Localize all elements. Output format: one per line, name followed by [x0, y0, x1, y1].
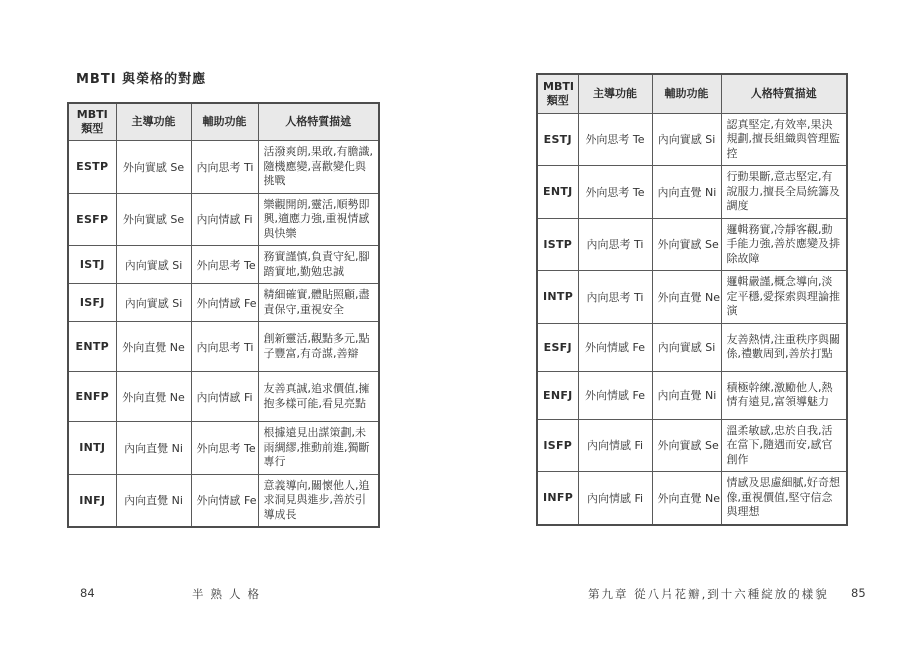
dominant-function: 外向直覺 Ne — [116, 322, 191, 372]
mbti-type: INTJ — [68, 422, 116, 475]
page-number-right: 85 — [851, 586, 866, 600]
personality-description: 根據遠見出謀策劃,未雨綢繆,推動前進,獨斷專行 — [258, 422, 379, 475]
dominant-function: 內向思考 Ti — [578, 218, 652, 271]
col-header-personality-description: 人格特質描述 — [721, 74, 847, 113]
dominant-function: 外向實感 Se — [116, 141, 191, 194]
page-number-left: 84 — [80, 586, 95, 600]
mbti-type: ENFP — [68, 372, 116, 422]
page-right — [459, 0, 917, 650]
auxiliary-function: 內向實感 Si — [652, 113, 721, 166]
col-header-auxiliary-function: 輔助功能 — [191, 103, 258, 141]
table-row-estp — [68, 141, 379, 194]
running-title-left: 半熟人格 — [192, 587, 266, 601]
auxiliary-function: 內向直覺 Ni — [652, 166, 721, 219]
auxiliary-function: 內向情感 Fi — [191, 372, 258, 422]
dominant-function: 外向實感 Se — [116, 193, 191, 246]
auxiliary-function: 外向思考 Te — [191, 246, 258, 284]
table-row-enfj — [537, 371, 847, 419]
col-header-dominant-function: 主導功能 — [578, 74, 652, 113]
table-row-infp — [537, 472, 847, 525]
col-header-auxiliary-function: 輔助功能 — [652, 74, 721, 113]
dominant-function: 外向情感 Fe — [578, 371, 652, 419]
mbti-type: INFJ — [68, 474, 116, 527]
dominant-function: 外向情感 Fe — [578, 323, 652, 371]
personality-description: 溫柔敏感,忠於自我,活在當下,隨遇而安,感官創作 — [721, 419, 847, 472]
auxiliary-function: 外向直覺 Ne — [652, 271, 721, 324]
dominant-function: 內向直覺 Ni — [116, 422, 191, 475]
table-row-entp — [68, 322, 379, 372]
table-row-istj — [68, 246, 379, 284]
mbti-type: ENTP — [68, 322, 116, 372]
table-row-entj — [537, 166, 847, 219]
dominant-function: 內向情感 Fi — [578, 472, 652, 525]
personality-description: 樂觀開朗,靈活,順勢即興,適應力強,重視情感與快樂 — [258, 193, 379, 246]
auxiliary-function: 內向實感 Si — [652, 323, 721, 371]
personality-description: 邏輯嚴謹,概念導向,淡定平穩,愛探索與理論推演 — [721, 271, 847, 324]
auxiliary-function: 外向情感 Fe — [191, 474, 258, 527]
mbti-type: ESTP — [68, 141, 116, 194]
personality-description: 積極幹練,激勵他人,熱情有遠見,富領導魅力 — [721, 371, 847, 419]
mbti-type: INTP — [537, 271, 578, 324]
mbti-type: ENFJ — [537, 371, 578, 419]
table-row-isfp — [537, 419, 847, 472]
dominant-function: 外向思考 Te — [578, 166, 652, 219]
personality-description: 創新靈活,觀點多元,點子豐富,有奇謀,善辯 — [258, 322, 379, 372]
dominant-function: 內向實感 Si — [116, 284, 191, 322]
mbti-type: ESTJ — [537, 113, 578, 166]
personality-description: 情感及思慮細膩,好奇想像,重視價值,堅守信念與理想 — [721, 472, 847, 525]
table-row-intj — [68, 422, 379, 475]
col-header-mbti-type: MBTI 類型 — [537, 74, 578, 113]
col-header-mbti-type: MBTI 類型 — [68, 103, 116, 141]
running-title-right: 第九章 從八片花瓣,到十六種綻放的樣貌 — [588, 587, 829, 601]
auxiliary-function: 內向思考 Ti — [191, 141, 258, 194]
dominant-function: 外向直覺 Ne — [116, 372, 191, 422]
table-row-estj — [537, 113, 847, 166]
dominant-function: 內向實感 Si — [116, 246, 191, 284]
personality-description: 意義導向,關懷他人,追求洞見與進步,善於引導成長 — [258, 474, 379, 527]
personality-description: 邏輯務實,冷靜客觀,動手能力強,善於應變及排除故障 — [721, 218, 847, 271]
col-header-personality-description: 人格特質描述 — [258, 103, 379, 141]
mbti-type: ESFJ — [537, 323, 578, 371]
personality-description: 精細確實,體貼照顧,盡責保守,重視安全 — [258, 284, 379, 322]
mbti-type: INFP — [537, 472, 578, 525]
auxiliary-function: 內向思考 Ti — [191, 322, 258, 372]
table-row-enfp — [68, 372, 379, 422]
table-row-istp — [537, 218, 847, 271]
table-row-isfj — [68, 284, 379, 322]
table-row-intp — [537, 271, 847, 324]
auxiliary-function: 外向實感 Se — [652, 218, 721, 271]
mbti-type: ENTJ — [537, 166, 578, 219]
table-row-infj — [68, 474, 379, 527]
auxiliary-function: 內向直覺 Ni — [652, 371, 721, 419]
table-row-esfj — [537, 323, 847, 371]
personality-description: 活潑爽朗,果敢,有膽識,隨機應變,喜歡變化與挑戰 — [258, 141, 379, 194]
dominant-function: 外向思考 Te — [578, 113, 652, 166]
auxiliary-function: 外向實感 Se — [652, 419, 721, 472]
auxiliary-function: 外向情感 Fe — [191, 284, 258, 322]
mbti-jung-table-left — [67, 102, 380, 528]
dominant-function: 內向情感 Fi — [578, 419, 652, 472]
personality-description: 友善熱情,注重秩序與關係,禮數周到,善於打點 — [721, 323, 847, 371]
mbti-type: ISFP — [537, 419, 578, 472]
dominant-function: 內向思考 Ti — [578, 271, 652, 324]
personality-description: 行動果斷,意志堅定,有說服力,擅長全局統籌及調度 — [721, 166, 847, 219]
personality-description: 務實謹慎,負責守紀,腳踏實地,勤勉忠誠 — [258, 246, 379, 284]
col-header-dominant-function: 主導功能 — [116, 103, 191, 141]
page-left — [0, 0, 458, 650]
table-header-row — [537, 74, 847, 113]
section-title: MBTI 與榮格的對應 — [76, 72, 207, 87]
mbti-type: ISTJ — [68, 246, 116, 284]
personality-description: 認真堅定,有效率,果決規劃,擅長組織與管理監控 — [721, 113, 847, 166]
auxiliary-function: 外向直覺 Ne — [652, 472, 721, 525]
auxiliary-function: 內向情感 Fi — [191, 193, 258, 246]
personality-description: 友善真誠,追求價值,擁抱多樣可能,看見亮點 — [258, 372, 379, 422]
mbti-jung-table-right — [536, 73, 848, 526]
table-header-row — [68, 103, 379, 141]
table-row-esfp — [68, 193, 379, 246]
mbti-type: ISTP — [537, 218, 578, 271]
dominant-function: 內向直覺 Ni — [116, 474, 191, 527]
auxiliary-function: 外向思考 Te — [191, 422, 258, 475]
mbti-type: ESFP — [68, 193, 116, 246]
mbti-type: ISFJ — [68, 284, 116, 322]
